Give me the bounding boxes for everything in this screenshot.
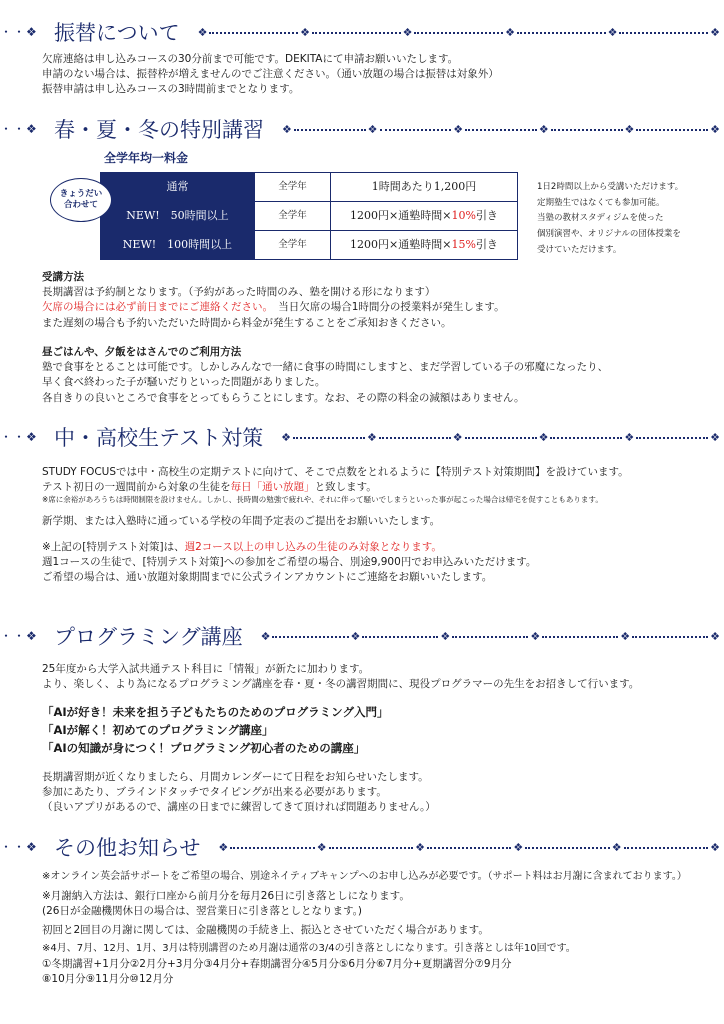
text-line: STUDY FOCUSでは中・高校生の定期テストに向けて、そこで点数をとれるように【特別テスト対策期間】を設けています。: [42, 466, 629, 478]
section-title: 中・高校生テスト対策: [54, 425, 264, 450]
course-item: 「AIの知識が身につく！プログラミング初心者のための講座」: [42, 741, 366, 756]
plan-cell: NEW! 50時間以上: [101, 202, 255, 231]
method-title: 受講方法: [42, 271, 84, 283]
programming-body: [42, 662, 710, 816]
text-line: 週1コースの生徒で、[特別テスト対策]への参加をご希望の場合、別途9,900円でお申込みいただけます。: [42, 555, 537, 568]
side-notes: [537, 180, 683, 259]
section-title: その他お知らせ: [54, 835, 201, 860]
plan-cell: 通常: [101, 173, 255, 202]
ornament-left: ・・❖: [0, 430, 38, 445]
small-note: ※席に余裕があろうちは時間制限を設けません。しかし、長時間の勉強で疲れや、それに伴って騒いでしまうといった事が起こった場合は帰宅を促すこともあります。: [42, 495, 603, 505]
discount-rate: 15%: [451, 238, 476, 252]
other-body: [42, 870, 710, 987]
text-line: 長期講習期が近くなりましたら、月間カレンダーにて日程をお知らせいたします。: [42, 770, 429, 783]
section-header-other: [0, 833, 724, 863]
ornament-rule: ❖ ❖ ❖ ❖ ❖ ❖: [282, 123, 720, 137]
grade-cell: 全学年: [255, 202, 331, 231]
text-line: 早く食べ終わった子が騒いだりといった問題がありました。: [42, 376, 326, 389]
section-header-seasonal: [0, 115, 724, 145]
lunch-block: [42, 345, 710, 406]
section-header-programming: [0, 622, 724, 652]
text-line: [42, 480, 710, 495]
price-cell: [331, 231, 518, 260]
text-line: 参加にあたり、ブラインドタッチでタイピングが出来る必要があります。: [42, 786, 387, 799]
text-line: ※オンライン英会話サポートをご希望の場合、別途ネイティブキャンプへのお申し込みが必要です。（サポート料はお月謝に含まれております。）: [42, 871, 687, 882]
price-suffix: 引き: [475, 209, 498, 223]
text-line: 塾で食事をとることは可能です。しかしみんなで一緒に食事の時間にしますと、まだ学習している子の邪魔になったり、: [42, 361, 609, 374]
text-line: 新学期、または入塾時に通っている学校の年間予定表のご提出をお願いいたします。: [42, 515, 441, 528]
text-line: より、楽しく、より為になるプログラミング講座を春・夏・冬の講習期間に、現役プログラマーの先生をお招きして行います。: [42, 678, 640, 691]
side-note: 定期塾生ではなくても参加可能。: [537, 197, 665, 208]
text-line: （良いアプリがあるので、講座の日までに練習してきて頂ければ問題ありません。）: [42, 801, 436, 814]
sibling-badge: [50, 178, 112, 222]
ornament-left: ・・❖: [0, 629, 38, 644]
ornament-left: ・・❖: [0, 840, 38, 855]
side-note: 当塾の教材スタディジムを使った: [537, 213, 664, 224]
price-text: 1200円×通塾時間×: [350, 209, 452, 223]
text-line: 初回と2回目の月謝に関しては、金融機関の手続き上、振込とさせていただく場合があります。: [42, 923, 489, 936]
plan-cell: NEW! 100時間以上: [101, 231, 255, 260]
text-line: 長期講習は予約制となります。（予約があった時間のみ、塾を開ける形になります）: [42, 286, 436, 299]
discount-rate: 10%: [451, 209, 476, 223]
pricing-subtitle: 全学年均一料金: [104, 151, 189, 165]
test-body: [42, 465, 710, 585]
grade-cell: 全学年: [255, 173, 331, 202]
side-note: 個別演習や、オリジナルの団体授業を: [537, 229, 681, 240]
section-title: 春・夏・冬の特別講習: [54, 117, 264, 142]
text-span: 当日欠席の場合1時間分の授業料が発生します。: [267, 301, 505, 314]
text-line: ※月謝納入方法は、銀行口座から前月分を毎月26日に引き落としになります。: [42, 889, 410, 902]
warning-text: 欠席の場合には必ず前日までにご連絡ください。: [42, 301, 268, 314]
programming-notes: [42, 770, 710, 816]
text-line: 振替申請は申し込みコースの3時間前までとなります。: [42, 83, 300, 96]
ornament-left: ・・❖: [0, 25, 38, 40]
price-suffix: 引き: [475, 238, 498, 252]
text-line: 欠席連絡は申し込みコースの30分前まで可能です。DEKITAにて申請お願いいたします。: [42, 53, 459, 65]
price-cell: [331, 173, 518, 202]
section-title: 振替について: [54, 20, 180, 45]
ornament-left: ・・❖: [0, 122, 38, 137]
price-cell: [331, 202, 518, 231]
pricing-table: [100, 172, 518, 260]
text-line: (26日が金融機関休日の場合は、翌営業日に引き落としとなります。): [42, 904, 362, 917]
highlight-text: 週2コース以上の申し込みの生徒のみ対象となります。: [184, 540, 442, 553]
lunch-title: 昼ごはんや、夕飯をはさんでのご利用方法: [42, 346, 242, 358]
badge-line: 合わせて: [63, 200, 98, 210]
grade-cell: 全学年: [255, 231, 331, 260]
table-row: [101, 173, 518, 202]
text-line: ①冬期講習+1月分②2月分+3月分③4月分+春期講習分④5月分⑤6月分⑥7月分+夏期講習分⑦9月分: [42, 957, 512, 970]
price-text: 1時間あたり1,200円: [371, 180, 477, 194]
side-note: 1日2時間以上から受講いただけます。: [537, 182, 684, 192]
highlight-text: 毎日「通い放題」: [230, 481, 315, 494]
course-list: [42, 704, 710, 757]
section-header-furikae: [0, 18, 724, 48]
text-line: ※4月、7月、12月、1月、3月は特別講習のため月謝は通常の3/4の引き落としになります。引き落としは年10回です。: [42, 943, 576, 955]
table-row: [101, 231, 518, 260]
badge-line: きょうだい: [59, 189, 103, 200]
section-title: プログラミング講座: [54, 624, 243, 649]
table-row: [101, 202, 518, 231]
text-line: 各自きりの良いところで食事をとってもらうことにします。なお、その際の料金の減額はありません。: [42, 391, 525, 404]
ornament-rule: ❖ ❖ ❖ ❖ ❖ ❖: [281, 431, 720, 445]
text-span: テスト初日の一週間前から対象の生徒を: [42, 481, 231, 494]
price-text: 1200円×通塾時間×: [350, 238, 452, 252]
text-line: [42, 300, 710, 315]
furikae-body: [42, 52, 710, 98]
text-span: ※上記の[特別テスト対策]は、: [42, 540, 185, 553]
course-item: 「AIが解く！初めてのプログラミング講座」: [42, 723, 274, 738]
ornament-rule: ❖ ❖ ❖ ❖ ❖ ❖: [218, 841, 720, 855]
text-line: [42, 540, 710, 555]
text-line: また遅刻の場合も予約いただいた時間から料金が発生することをご承知おきください。: [42, 316, 452, 329]
text-line: 申請のない場合は、振替枠が増えませんのでご注意ください。（通い放題の場合は振替は対象外）: [42, 68, 499, 81]
method-block: [42, 270, 710, 331]
text-line: 25年度から大学入試共通テスト科目に「情報」が新たに加わります。: [42, 663, 370, 675]
course-item: 「AIが好き！未来を担う子どもたちのためのプログラミング入門」: [42, 705, 389, 720]
side-note: 受けていただけます。: [537, 244, 622, 255]
text-line: ⑧10月分⑨11月分⑩12月分: [42, 972, 174, 985]
text-line: ご希望の場合は、通い放題対象期間までに公式ラインアカウントにご連絡をお願いいたします。: [42, 570, 493, 583]
ornament-rule: ❖ ❖ ❖ ❖ ❖ ❖: [197, 26, 720, 40]
ornament-rule: ❖ ❖ ❖ ❖ ❖ ❖: [260, 630, 720, 644]
text-span: と致します。: [314, 481, 377, 494]
section-header-test: [0, 423, 724, 453]
